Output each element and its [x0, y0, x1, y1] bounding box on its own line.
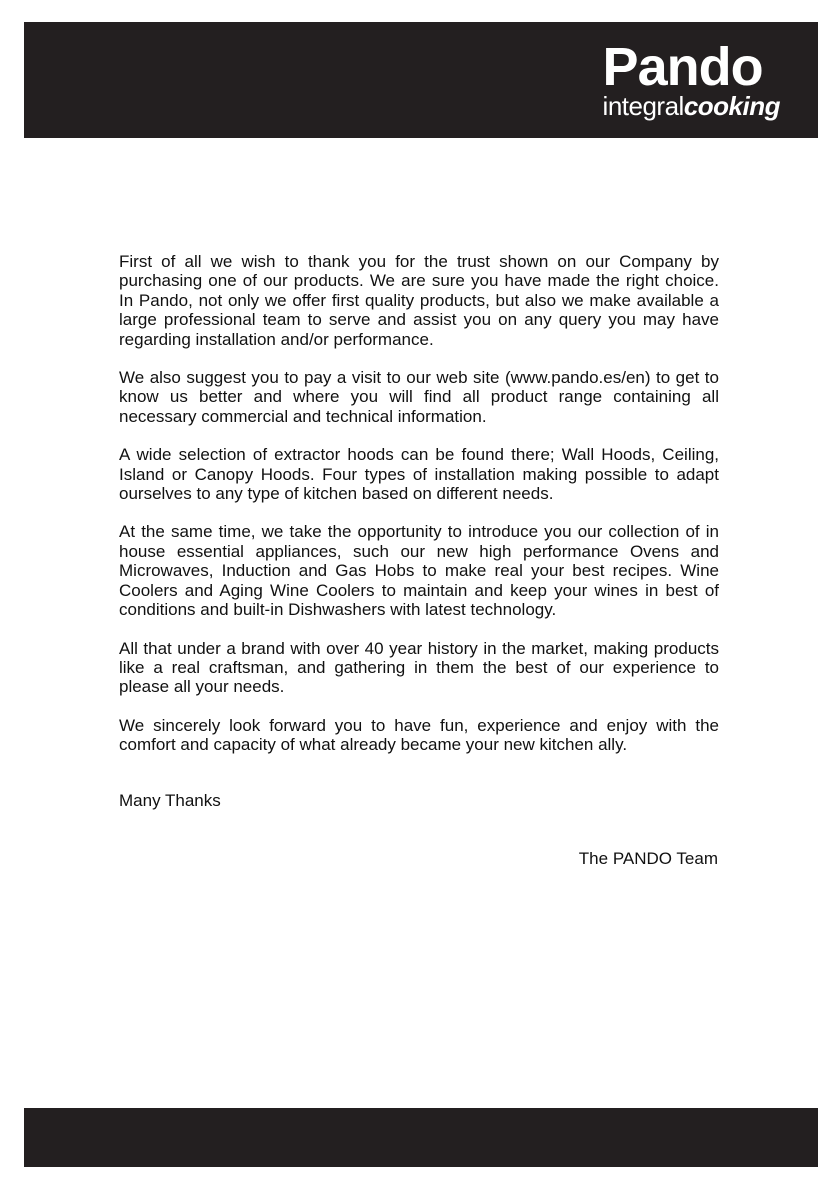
letter-paragraph-5: All that under a brand with over 40 year history in the market, making products like a real craftsman, and gathering in them the best of our experience to please all your needs.: [119, 638, 719, 697]
letter-closing: Many Thanks: [119, 791, 221, 810]
header-band: [24, 22, 818, 138]
logo-tagline: [603, 92, 780, 120]
letter-signature: The PANDO Team: [578, 849, 718, 868]
letter-paragraph-3: A wide selection of extractor hoods can be found there; Wall Hoods, Ceiling, Island or Canopy Hoods. Four types of installation making possible to adapt ourselves to any type of kitchen based on different needs.: [119, 445, 719, 504]
logo-tagline-light: integral: [602, 91, 684, 121]
footer-band: [24, 1108, 818, 1167]
logo-tagline-bold: cooking: [683, 91, 780, 121]
logo-brand: Pando: [602, 37, 763, 97]
pando-logo: [602, 37, 780, 121]
letter-paragraph-6: We sincerely look forward you to have fun, experience and enjoy with the comfort and capacity of what already became your new kitchen ally.: [119, 715, 719, 755]
letter-body: [119, 252, 719, 774]
letter-paragraph-4: At the same time, we take the opportunity to introduce you our collection of in house essential appliances, such our new high performance Ovens and Microwaves, Induction and Gas Hobs to make real your best recipes. Wine Coolers and Aging Wine Coolers to maintain and keep your wines in best of conditions and built-in Dishwashers with latest technology.: [119, 522, 719, 620]
letter-paragraph-2: We also suggest you to pay a visit to our web site (www.pando.es/en) to get to know us better and where you will find all product range containing all necessary commercial and technical information.: [119, 368, 719, 426]
letter-paragraph-1: First of all we wish to thank you for the trust shown on our Company by purchasing one of our products. We are sure you have made the right choice. In Pando, not only we offer first quality products, but also we make available a large professional team to serve and assist you on any query you may have regarding installation and/or performance.: [119, 252, 719, 349]
